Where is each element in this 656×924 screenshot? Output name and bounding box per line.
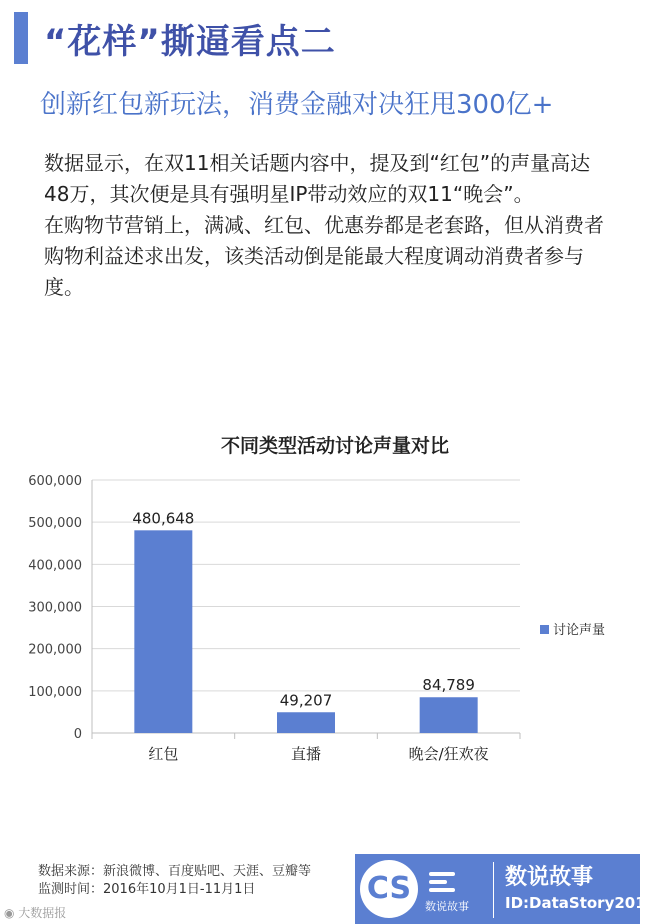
weibo-icon: ◉ (4, 906, 19, 920)
data-source-text: 数据来源：新浪微博、百度贴吧、天涯、豆瓣等 (38, 864, 312, 879)
brand-small-name: 数说故事 (425, 900, 469, 913)
monitor-period-text: 监测时间：2016年10月1日-11月1日 (38, 882, 256, 897)
bar (277, 712, 335, 733)
title-accent-bar (14, 12, 28, 64)
page-title: “花样”撕逼看点二 (44, 22, 336, 62)
y-tick-label: 300,000 (28, 600, 82, 616)
bar (134, 530, 192, 733)
weibo-watermark (4, 904, 66, 921)
chart-title: 不同类型活动讨论声量对比 (220, 435, 450, 457)
paragraph-2: 在购物节营销上，满减、红包、优惠券都是老套路，但从消费者购物利益述求出发，该类活动倒是能最大程度调动消费者参与度。 (44, 213, 604, 299)
watermark-text: 大数据报 (18, 906, 67, 920)
brand-lines-icon (429, 872, 455, 896)
brand-divider (493, 862, 494, 918)
page-subtitle: 创新红包新玩法，消费金融对决狂甩300亿+ (40, 90, 554, 120)
bar (420, 697, 478, 733)
y-tick-label: 0 (73, 727, 82, 742)
footer-source (38, 863, 311, 899)
y-tick-label: 500,000 (28, 516, 82, 532)
bar-chart-svg (0, 420, 640, 780)
bar-chart (0, 420, 640, 780)
paragraph-1: 数据显示，在双11相关话题内容中，提及到“红包”的声量高达48万，其次便是具有强明星IP带动效应的双11“晚会”。 (44, 151, 591, 206)
y-tick-label: 600,000 (28, 474, 82, 489)
body-text (44, 148, 604, 303)
y-tick-label: 100,000 (28, 684, 82, 700)
brand-id: ID:DataStory2015 (505, 894, 656, 912)
brand-name: 数说故事 (505, 865, 594, 890)
bar-value-label: 49,207 (279, 691, 333, 710)
legend-swatch (540, 625, 549, 634)
x-category-label: 晚会/狂欢夜 (408, 745, 489, 763)
brand-logo-icon: CS (360, 860, 418, 918)
x-category-label: 直播 (290, 745, 322, 763)
bar-value-label: 480,648 (132, 509, 195, 528)
y-tick-label: 200,000 (28, 642, 82, 658)
y-tick-label: 400,000 (28, 558, 82, 574)
legend-label: 讨论声量 (553, 623, 606, 638)
brand-logo-box (355, 854, 656, 924)
bar-value-label: 84,789 (422, 676, 475, 695)
x-category-label: 红包 (148, 745, 179, 763)
